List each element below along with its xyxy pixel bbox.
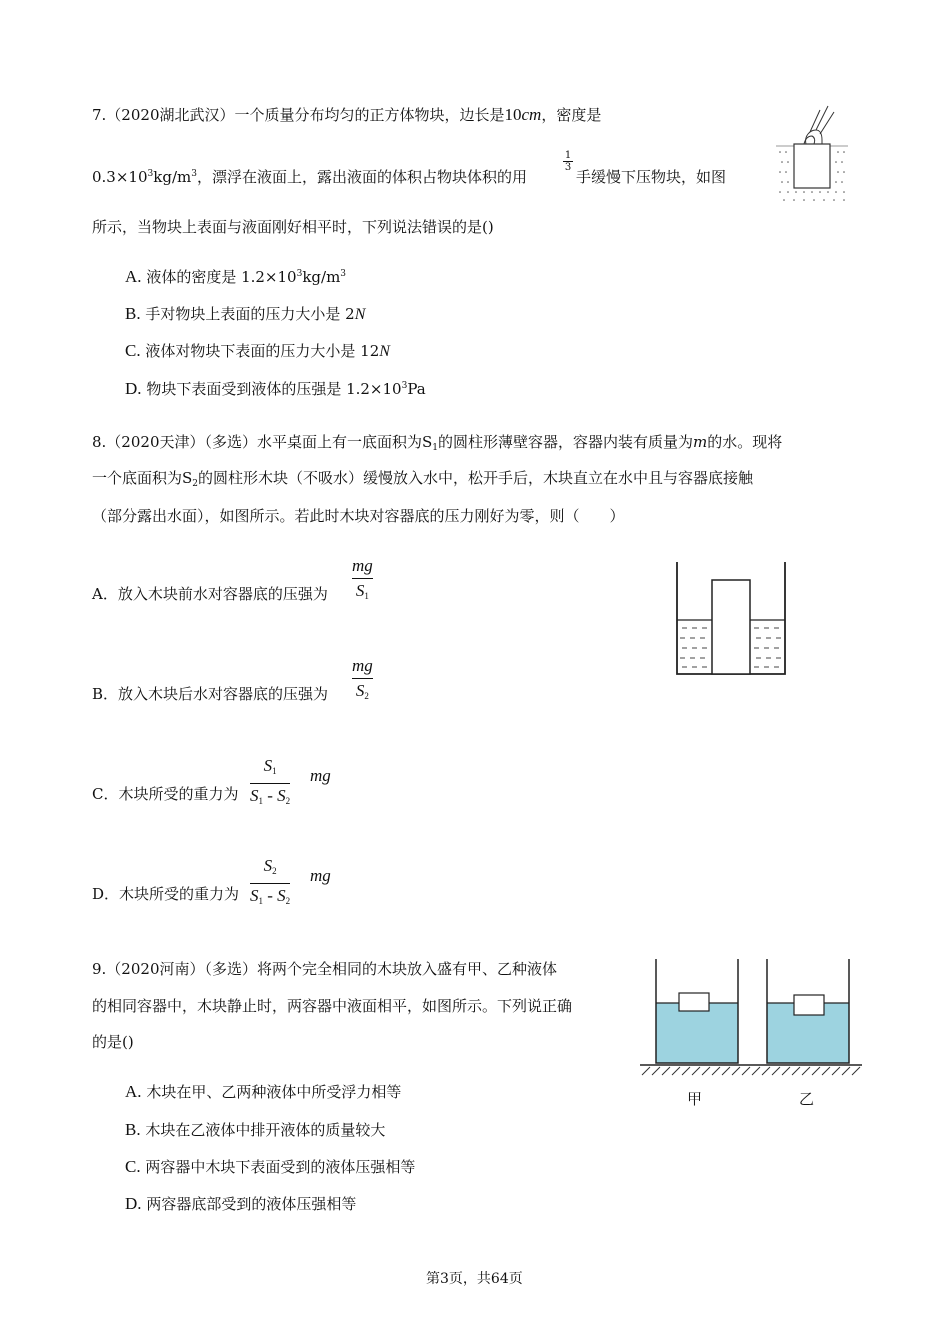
liquid-left <box>656 1003 738 1063</box>
q8-option-a-fraction: mg $S_1$ <box>352 556 373 601</box>
q8-option-b: B．放入木块后水对容器底的压强为 <box>92 685 329 703</box>
q8-figure <box>674 560 788 678</box>
q9-line2: 的相同容器中，木块静止时，两容器中液面相平，如图所示。下列说正确 <box>92 997 573 1015</box>
q8-option-c-tail: mg <box>310 766 331 785</box>
block-left <box>679 993 709 1011</box>
q7-line2: $0.3\times 10^3kg/m^3$，漂浮在液面上，露出液面的体积占物块体积的用 <box>92 168 527 186</box>
q7-line1: 7.（2020湖北武汉）一个质量分布均匀的正方体物块，边长是10cm，密度是 <box>92 105 602 124</box>
q9-option-d: D. 两容器底部受到的液体压强相等 <box>125 1194 357 1213</box>
q8-option-c-fraction: $S_1$ $S_1 - S_2$ <box>250 756 291 806</box>
q9-figure <box>640 955 862 1077</box>
q9-option-b: B. 木块在乙液体中排开液体的质量较大 <box>125 1120 386 1139</box>
q8-line3: （部分露出水面），如图所示。若此时木块对容器底的压力刚好为零，则（ ） <box>92 507 625 525</box>
q8-option-d-tail: mg <box>310 866 331 885</box>
q9-line3: 的是() <box>92 1033 134 1051</box>
q9-option-c: C. 两容器中木块下表面受到的液体压强相等 <box>125 1157 416 1176</box>
q9-label-yi: 乙 <box>799 1090 815 1108</box>
page-footer: 第3页，共64页 <box>426 1271 523 1287</box>
q9-line1: 9.（2020河南）（多选）将两个完全相同的木块放入盛有甲、乙种液体 <box>92 960 557 978</box>
q7-option-d: D. 物块下表面受到液体的压强是 $1.2\times 10^3Pa$ <box>125 379 426 398</box>
q7-option-b: B. 手对物块上表面的压力大小是 2N <box>125 304 366 323</box>
q9-option-a: A. 木块在甲、乙两种液体中所受浮力相等 <box>125 1082 402 1101</box>
q8-option-a: A．放入木块前水对容器底的压强为 <box>92 585 328 603</box>
q8-option-d: D．木块所受的重力为 <box>92 885 240 903</box>
q7-line3: 所示，当物块上表面与液面刚好相平时，下列说法错误的是() <box>92 218 494 236</box>
q7-fraction: 1 3 <box>564 150 572 173</box>
q8-option-c: C．木块所受的重力为 <box>92 785 239 803</box>
q8-line2: 一个底面积为$S_2$的圆柱形木块（不吸水）缓慢放入水中，松开手后，木块直立在水中且与容器底接触 <box>92 469 754 489</box>
q7-option-a: A. 液体的密度是 $1.2\times 10^3kg/m^3$ <box>125 267 347 286</box>
q8-option-b-fraction: mg $S_2$ <box>352 656 373 701</box>
q8-line1: 8.（2020天津）（多选）水平桌面上有一底面积为$S_1$的圆柱形薄壁容器，容器内装有质量为m的水。现将 <box>92 433 783 453</box>
q7-option-c: C. 液体对物块下表面的压力大小是 12N <box>125 341 390 360</box>
q7-figure <box>776 100 848 204</box>
q8-option-d-fraction: $S_2$ $S_1 - S_2$ <box>250 856 291 906</box>
block-right <box>794 995 824 1015</box>
q9-label-jia: 甲 <box>687 1090 703 1108</box>
q7-line2-tail: 手缓慢下压物块，如图 <box>576 168 727 186</box>
